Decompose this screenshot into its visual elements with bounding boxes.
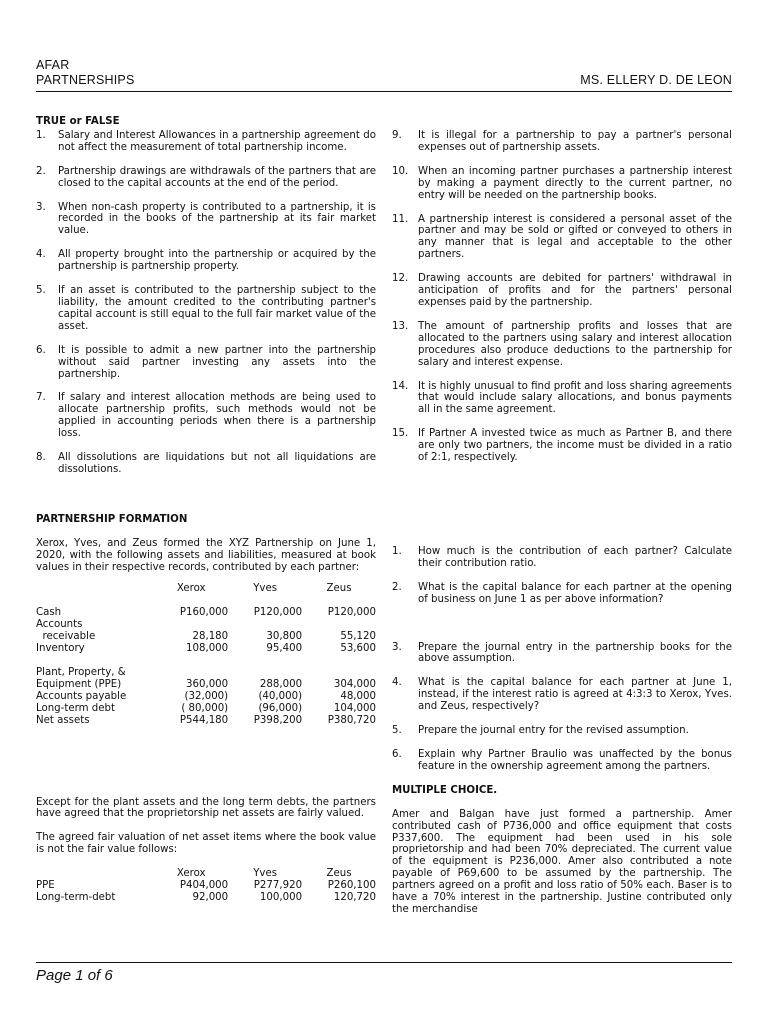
cell: 95,400 [266, 643, 303, 655]
row-label: Long-term debt [36, 702, 115, 714]
tf-item [392, 273, 732, 309]
cell: (32,000) [184, 690, 229, 702]
row-label: PPE [36, 880, 55, 892]
cell: (40,000) [258, 690, 303, 702]
footer-rule [36, 962, 732, 963]
item-number: 4. [392, 677, 402, 689]
item-text: Prepare the journal entry in the partnership books for the above assumption. [418, 641, 732, 665]
cell: P398,200 [253, 714, 303, 726]
row-label: Cash [36, 607, 62, 619]
item-number: 9. [392, 130, 402, 141]
header-rule [36, 91, 732, 92]
item-number: 6. [392, 749, 402, 760]
fair-value-table [36, 868, 376, 904]
item-number: 3. [36, 201, 46, 213]
column-header: Yves [253, 868, 278, 880]
tf-item [36, 285, 376, 333]
column-header: Zeus [326, 583, 352, 595]
row-label: Accounts [36, 619, 83, 631]
item-number: 5. [36, 285, 46, 297]
tf-item [36, 452, 376, 476]
table-row [36, 691, 376, 703]
item-text: What is the capital balance for each partner at the opening of business on June 1 as per above information? [418, 581, 732, 605]
item-text: What is the capital balance for each partner at June 1, instead, if the interest ratio is agreed at 4:3:3 to Xerox, Yves. and Zeus, respectively? [418, 677, 732, 713]
row-label: Inventory [36, 643, 85, 655]
question-item [392, 642, 732, 666]
item-text: The amount of partnership profits and losses that are allocated to the partners using salary and interest allocation procedures also produce deductions to the partnership for salary and interest expense. [418, 320, 732, 368]
topic-label: PARTNERSHIPS [36, 73, 135, 87]
tf-item [392, 166, 732, 202]
cell: P260,100 [327, 880, 376, 892]
item-text: It is possible to admit a new partner into the partnership without said partner investing any assets into the partnership. [58, 344, 376, 380]
cell: ( 80,000) [181, 702, 229, 714]
book-values-table [36, 583, 376, 726]
item-text: If Partner A invested twice as much as Partner B, and there are only two partners, the income must be divided in a ratio of 2:1, respectively. [418, 428, 732, 464]
tf-item [36, 392, 376, 440]
cell: 100,000 [259, 891, 303, 903]
table-header-row [36, 868, 376, 880]
item-number: 15. [392, 428, 409, 440]
table-row [36, 880, 376, 892]
cell: P277,920 [253, 880, 303, 892]
cell: P380,720 [327, 714, 376, 726]
item-number: 10. [392, 165, 409, 177]
tf-title: TRUE or FALSE [36, 116, 120, 127]
formation-intro: Xerox, Yves, and Zeus formed the XYZ Partnership on June 1, 2020, with the following assets and liabilities, measured at book values in their respective records, contributed by each partner: [36, 537, 376, 573]
item-number: 5. [392, 725, 402, 737]
item-text: If salary and interest allocation methods are being used to allocate partnership profits, such methods would not be applied in accounting periods when there is a partnership loss. [58, 392, 376, 440]
table-row [36, 643, 376, 655]
cell: P120,000 [253, 607, 303, 619]
question-item [392, 677, 732, 713]
table-row [36, 619, 376, 631]
tf-item [36, 202, 376, 238]
cell: 28,180 [192, 631, 229, 643]
question-item [392, 582, 732, 606]
tf-item [36, 166, 376, 190]
mc-title: MULTIPLE CHOICE. [392, 784, 498, 796]
page-number: Page 1 of 6 [36, 967, 113, 984]
course-label: AFAR [36, 58, 70, 72]
column-header: Yves [253, 583, 278, 595]
item-number: 7. [36, 392, 46, 404]
cell: 108,000 [186, 643, 229, 655]
row-label: Plant, Property, & [36, 667, 126, 678]
cell: (96,000) [258, 702, 303, 714]
column-header: Xerox [176, 583, 206, 595]
row-label: Long-term-debt [36, 891, 116, 903]
item-text: It is illegal for a partnership to pay a partner's personal expenses out of partnership assets. [418, 130, 732, 153]
cell: P404,000 [179, 880, 229, 892]
column-header: Zeus [326, 868, 352, 880]
cell: P544,180 [179, 714, 229, 726]
item-text: It is highly unusual to find profit and loss sharing agreements that would include salary allocations, and bonus payments all in the same agreement. [418, 380, 732, 416]
item-number: 8. [36, 452, 46, 464]
cell: 120,720 [333, 891, 376, 903]
tf-item [392, 130, 732, 154]
right-column [392, 130, 732, 917]
item-text: Salary and Interest Allowances in a partnership agreement do not affect the measurement of total partnership income. [58, 129, 376, 153]
item-number: 12. [392, 273, 409, 285]
cell: 92,000 [192, 891, 229, 903]
table-row [36, 679, 376, 691]
item-text: Partnership drawings are withdrawals of the partners that are closed to the capital accounts at the end of the period. [58, 165, 376, 189]
column-header: Xerox [176, 868, 206, 880]
item-number: 13. [392, 320, 409, 332]
cell: 53,600 [340, 643, 376, 655]
question-item [392, 725, 732, 737]
item-number: 6. [36, 344, 46, 356]
tf-item [392, 214, 732, 262]
cell: 104,000 [333, 702, 376, 714]
item-number: 3. [392, 641, 402, 653]
cell: P160,000 [179, 607, 229, 619]
row-label: Accounts payable [36, 690, 127, 702]
item-text: Drawing accounts are debited for partners' withdrawal in anticipation of profits and for the partners' personal expenses paid by the partnership. [418, 273, 732, 308]
item-number: 11. [392, 213, 409, 225]
cell: 30,800 [266, 631, 303, 643]
table-row [36, 703, 376, 715]
cell: 48,000 [340, 690, 376, 702]
item-text: Explain why Partner Braulio was unaffected by the bonus feature in the ownership agreement among the partners. [418, 749, 732, 772]
left-column [36, 116, 376, 904]
tf-item [36, 249, 376, 273]
table-row [36, 667, 376, 679]
item-number: 4. [36, 249, 46, 261]
tf-item [392, 321, 732, 369]
cell: 360,000 [186, 678, 229, 690]
agreed-paragraph: The agreed fair valuation of net asset items where the book value is not the fair value follows: [36, 832, 376, 856]
cell: P120,000 [327, 607, 376, 619]
tf-item [392, 428, 732, 464]
item-number: 14. [392, 380, 409, 392]
item-text: When an incoming partner purchases a partnership interest by making a payment directly to the current partner, no entry will be needed on the partnership books. [418, 165, 732, 201]
tf-item [392, 381, 732, 417]
item-number: 1. [36, 129, 46, 141]
cell: 288,000 [259, 678, 303, 690]
item-text: When non-cash property is contributed to a partnership, it is recorded in the books of the partnership at its fair market value. [58, 201, 376, 237]
except-paragraph: Except for the plant assets and the long term debts, the partners have agreed that the proprietorship net assets are fairly valued. [36, 796, 376, 820]
tf-item [36, 345, 376, 381]
item-text: A partnership interest is considered a personal asset of the partner and may be sold or gifted or conveyed to others in any manner that is legal and acceptable to the other partners. [418, 213, 732, 261]
tf-item [36, 130, 376, 154]
mc-paragraph: Amer and Balgan have just formed a partnership. Amer contributed cash of P736,000 and office equipment that costs P337,600. The equipment had been used in his sole proprietorship and had been 70% depreciated. The current value of the equipment is P236,000. Amer also contributed a note payable of P69,600 to be assumed by the partnership. The partners agreed on a profit and loss ratio of 50% each. Baser is to have a 70% interest in the partnership. Justine contributed only the merchandise [392, 808, 732, 915]
table-row [36, 631, 376, 643]
question-item [392, 546, 732, 570]
table-row [36, 607, 376, 619]
item-number: 1. [392, 545, 402, 557]
formation-title: PARTNERSHIP FORMATION [36, 513, 188, 525]
item-number: 2. [36, 165, 46, 177]
item-text: All property brought into the partnership or acquired by the partnership is partnership property. [58, 249, 376, 273]
row-label: Net assets [36, 714, 90, 726]
item-text: All dissolutions are liquidations but not all liquidations are dissolutions. [58, 452, 376, 475]
item-number: 2. [392, 581, 402, 593]
question-item [392, 749, 732, 773]
item-text: Prepare the journal entry for the revised assumption. [418, 725, 689, 737]
item-text: If an asset is contributed to the partnership subject to the liability, the amount credited to the contributing partner's capital account is still equal to the full fair market value of the asset. [58, 285, 376, 332]
cell: 55,120 [340, 631, 376, 643]
table-row [36, 892, 376, 904]
table-row [36, 715, 376, 727]
row-label: Equipment (PPE) [36, 678, 122, 690]
table-header-row [36, 583, 376, 595]
author-label: MS. ELLERY D. DE LEON [580, 73, 732, 87]
cell: 304,000 [333, 678, 376, 690]
page-header [36, 58, 732, 88]
row-label: receivable [36, 631, 96, 643]
item-text: How much is the contribution of each partner? Calculate their contribution ratio. [418, 545, 732, 569]
